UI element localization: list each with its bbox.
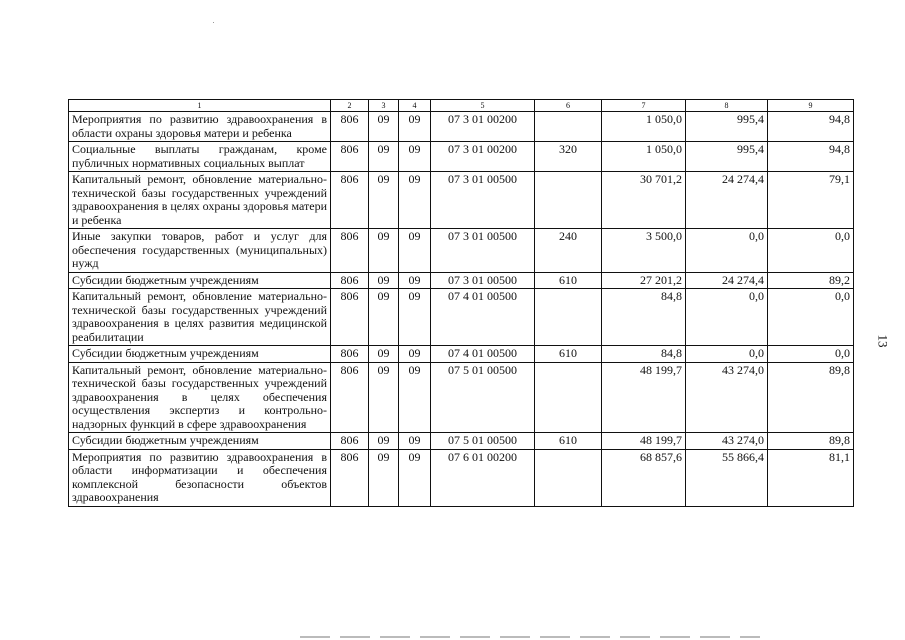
subsection-code: 09 xyxy=(399,362,431,433)
table-row xyxy=(69,142,854,172)
planned-amount: 1 050,0 xyxy=(602,142,686,172)
execution-percent: 89,2 xyxy=(768,272,854,289)
planned-amount: 30 701,2 xyxy=(602,172,686,229)
subsection-code: 09 xyxy=(399,346,431,363)
table-row xyxy=(69,272,854,289)
execution-percent: 94,8 xyxy=(768,142,854,172)
column-header: 4 xyxy=(399,100,431,112)
subsection-code: 09 xyxy=(399,112,431,142)
expense-name: Капитальный ремонт, обновление материально-технической базы государственных учреждений здравоохранения в целях развития медицинской реабилитации xyxy=(69,289,331,346)
subsection-code: 09 xyxy=(399,289,431,346)
target-article-code: 07 5 01 00500 xyxy=(431,362,535,433)
grbs-code: 806 xyxy=(331,142,369,172)
grbs-code: 806 xyxy=(331,272,369,289)
actual-amount: 995,4 xyxy=(686,112,768,142)
planned-amount: 68 857,6 xyxy=(602,449,686,506)
target-article-code: 07 6 01 00200 xyxy=(431,449,535,506)
planned-amount: 48 199,7 xyxy=(602,362,686,433)
column-header: 8 xyxy=(686,100,768,112)
expense-type-code xyxy=(535,289,602,346)
actual-amount: 24 274,4 xyxy=(686,272,768,289)
column-header: 1 xyxy=(69,100,331,112)
expense-type-code xyxy=(535,449,602,506)
target-article-code: 07 4 01 00500 xyxy=(431,289,535,346)
actual-amount: 43 274,0 xyxy=(686,362,768,433)
grbs-code: 806 xyxy=(331,229,369,273)
execution-percent: 81,1 xyxy=(768,449,854,506)
table-row xyxy=(69,289,854,346)
expense-name: Субсидии бюджетным учреждениям xyxy=(69,346,331,363)
page-number: 13 xyxy=(875,334,891,348)
budget-table xyxy=(68,99,854,507)
actual-amount: 43 274,0 xyxy=(686,433,768,450)
execution-percent: 89,8 xyxy=(768,433,854,450)
expense-type-code: 320 xyxy=(535,142,602,172)
column-header: 9 xyxy=(768,100,854,112)
actual-amount: 24 274,4 xyxy=(686,172,768,229)
target-article-code: 07 3 01 00500 xyxy=(431,172,535,229)
table-row xyxy=(69,229,854,273)
column-number-row xyxy=(69,100,854,112)
execution-percent: 0,0 xyxy=(768,289,854,346)
section-code: 09 xyxy=(369,433,399,450)
actual-amount: 0,0 xyxy=(686,289,768,346)
expense-type-code xyxy=(535,112,602,142)
grbs-code: 806 xyxy=(331,112,369,142)
grbs-code: 806 xyxy=(331,289,369,346)
actual-amount: 0,0 xyxy=(686,346,768,363)
scan-bottom-edge xyxy=(300,636,760,638)
execution-percent: 0,0 xyxy=(768,229,854,273)
section-code: 09 xyxy=(369,272,399,289)
column-header: 3 xyxy=(369,100,399,112)
column-header: 5 xyxy=(431,100,535,112)
target-article-code: 07 4 01 00500 xyxy=(431,346,535,363)
grbs-code: 806 xyxy=(331,346,369,363)
subsection-code: 09 xyxy=(399,272,431,289)
section-code: 09 xyxy=(369,172,399,229)
expense-name: Мероприятия по развитию здравоохранения в области информатизации и обеспечения комплексной безопасности объектов здравоохранения xyxy=(69,449,331,506)
subsection-code: 09 xyxy=(399,172,431,229)
planned-amount: 84,8 xyxy=(602,346,686,363)
section-code: 09 xyxy=(369,449,399,506)
table-row xyxy=(69,346,854,363)
expense-name: Мероприятия по развитию здравоохранения в области охраны здоровья матери и ребенка xyxy=(69,112,331,142)
grbs-code: 806 xyxy=(331,172,369,229)
subsection-code: 09 xyxy=(399,229,431,273)
scan-speck xyxy=(213,22,214,23)
expense-type-code: 240 xyxy=(535,229,602,273)
table-row xyxy=(69,433,854,450)
target-article-code: 07 3 01 00500 xyxy=(431,229,535,273)
planned-amount: 3 500,0 xyxy=(602,229,686,273)
expense-type-code xyxy=(535,362,602,433)
target-article-code: 07 3 01 00500 xyxy=(431,272,535,289)
table-row xyxy=(69,172,854,229)
expense-type-code xyxy=(535,172,602,229)
column-header: 2 xyxy=(331,100,369,112)
planned-amount: 1 050,0 xyxy=(602,112,686,142)
execution-percent: 89,8 xyxy=(768,362,854,433)
section-code: 09 xyxy=(369,362,399,433)
section-code: 09 xyxy=(369,112,399,142)
expense-name: Капитальный ремонт, обновление материально-технической базы государственных учреждений здравоохранения в целях обеспечения осуществления экспертиз и контрольно-надзорных функций в сфере здравоохранения xyxy=(69,362,331,433)
column-header: 6 xyxy=(535,100,602,112)
expense-type-code: 610 xyxy=(535,433,602,450)
expense-name: Субсидии бюджетным учреждениям xyxy=(69,433,331,450)
subsection-code: 09 xyxy=(399,449,431,506)
execution-percent: 0,0 xyxy=(768,346,854,363)
table-row xyxy=(69,449,854,506)
planned-amount: 84,8 xyxy=(602,289,686,346)
actual-amount: 0,0 xyxy=(686,229,768,273)
expense-type-code: 610 xyxy=(535,272,602,289)
table-body xyxy=(69,112,854,507)
actual-amount: 995,4 xyxy=(686,142,768,172)
grbs-code: 806 xyxy=(331,433,369,450)
expense-name: Субсидии бюджетным учреждениям xyxy=(69,272,331,289)
expense-type-code: 610 xyxy=(535,346,602,363)
table-row xyxy=(69,112,854,142)
target-article-code: 07 3 01 00200 xyxy=(431,112,535,142)
actual-amount: 55 866,4 xyxy=(686,449,768,506)
expense-name: Капитальный ремонт, обновление материально-технической базы государственных учреждений здравоохранения в целях охраны здоровья матери и ребенка xyxy=(69,172,331,229)
column-header: 7 xyxy=(602,100,686,112)
grbs-code: 806 xyxy=(331,362,369,433)
expense-name: Иные закупки товаров, работ и услуг для обеспечения государственных (муниципальных) нужд xyxy=(69,229,331,273)
section-code: 09 xyxy=(369,289,399,346)
section-code: 09 xyxy=(369,229,399,273)
target-article-code: 07 5 01 00500 xyxy=(431,433,535,450)
expense-name: Социальные выплаты гражданам, кроме публичных нормативных социальных выплат xyxy=(69,142,331,172)
subsection-code: 09 xyxy=(399,433,431,450)
subsection-code: 09 xyxy=(399,142,431,172)
section-code: 09 xyxy=(369,346,399,363)
planned-amount: 27 201,2 xyxy=(602,272,686,289)
planned-amount: 48 199,7 xyxy=(602,433,686,450)
section-code: 09 xyxy=(369,142,399,172)
execution-percent: 79,1 xyxy=(768,172,854,229)
grbs-code: 806 xyxy=(331,449,369,506)
target-article-code: 07 3 01 00200 xyxy=(431,142,535,172)
table-row xyxy=(69,362,854,433)
execution-percent: 94,8 xyxy=(768,112,854,142)
